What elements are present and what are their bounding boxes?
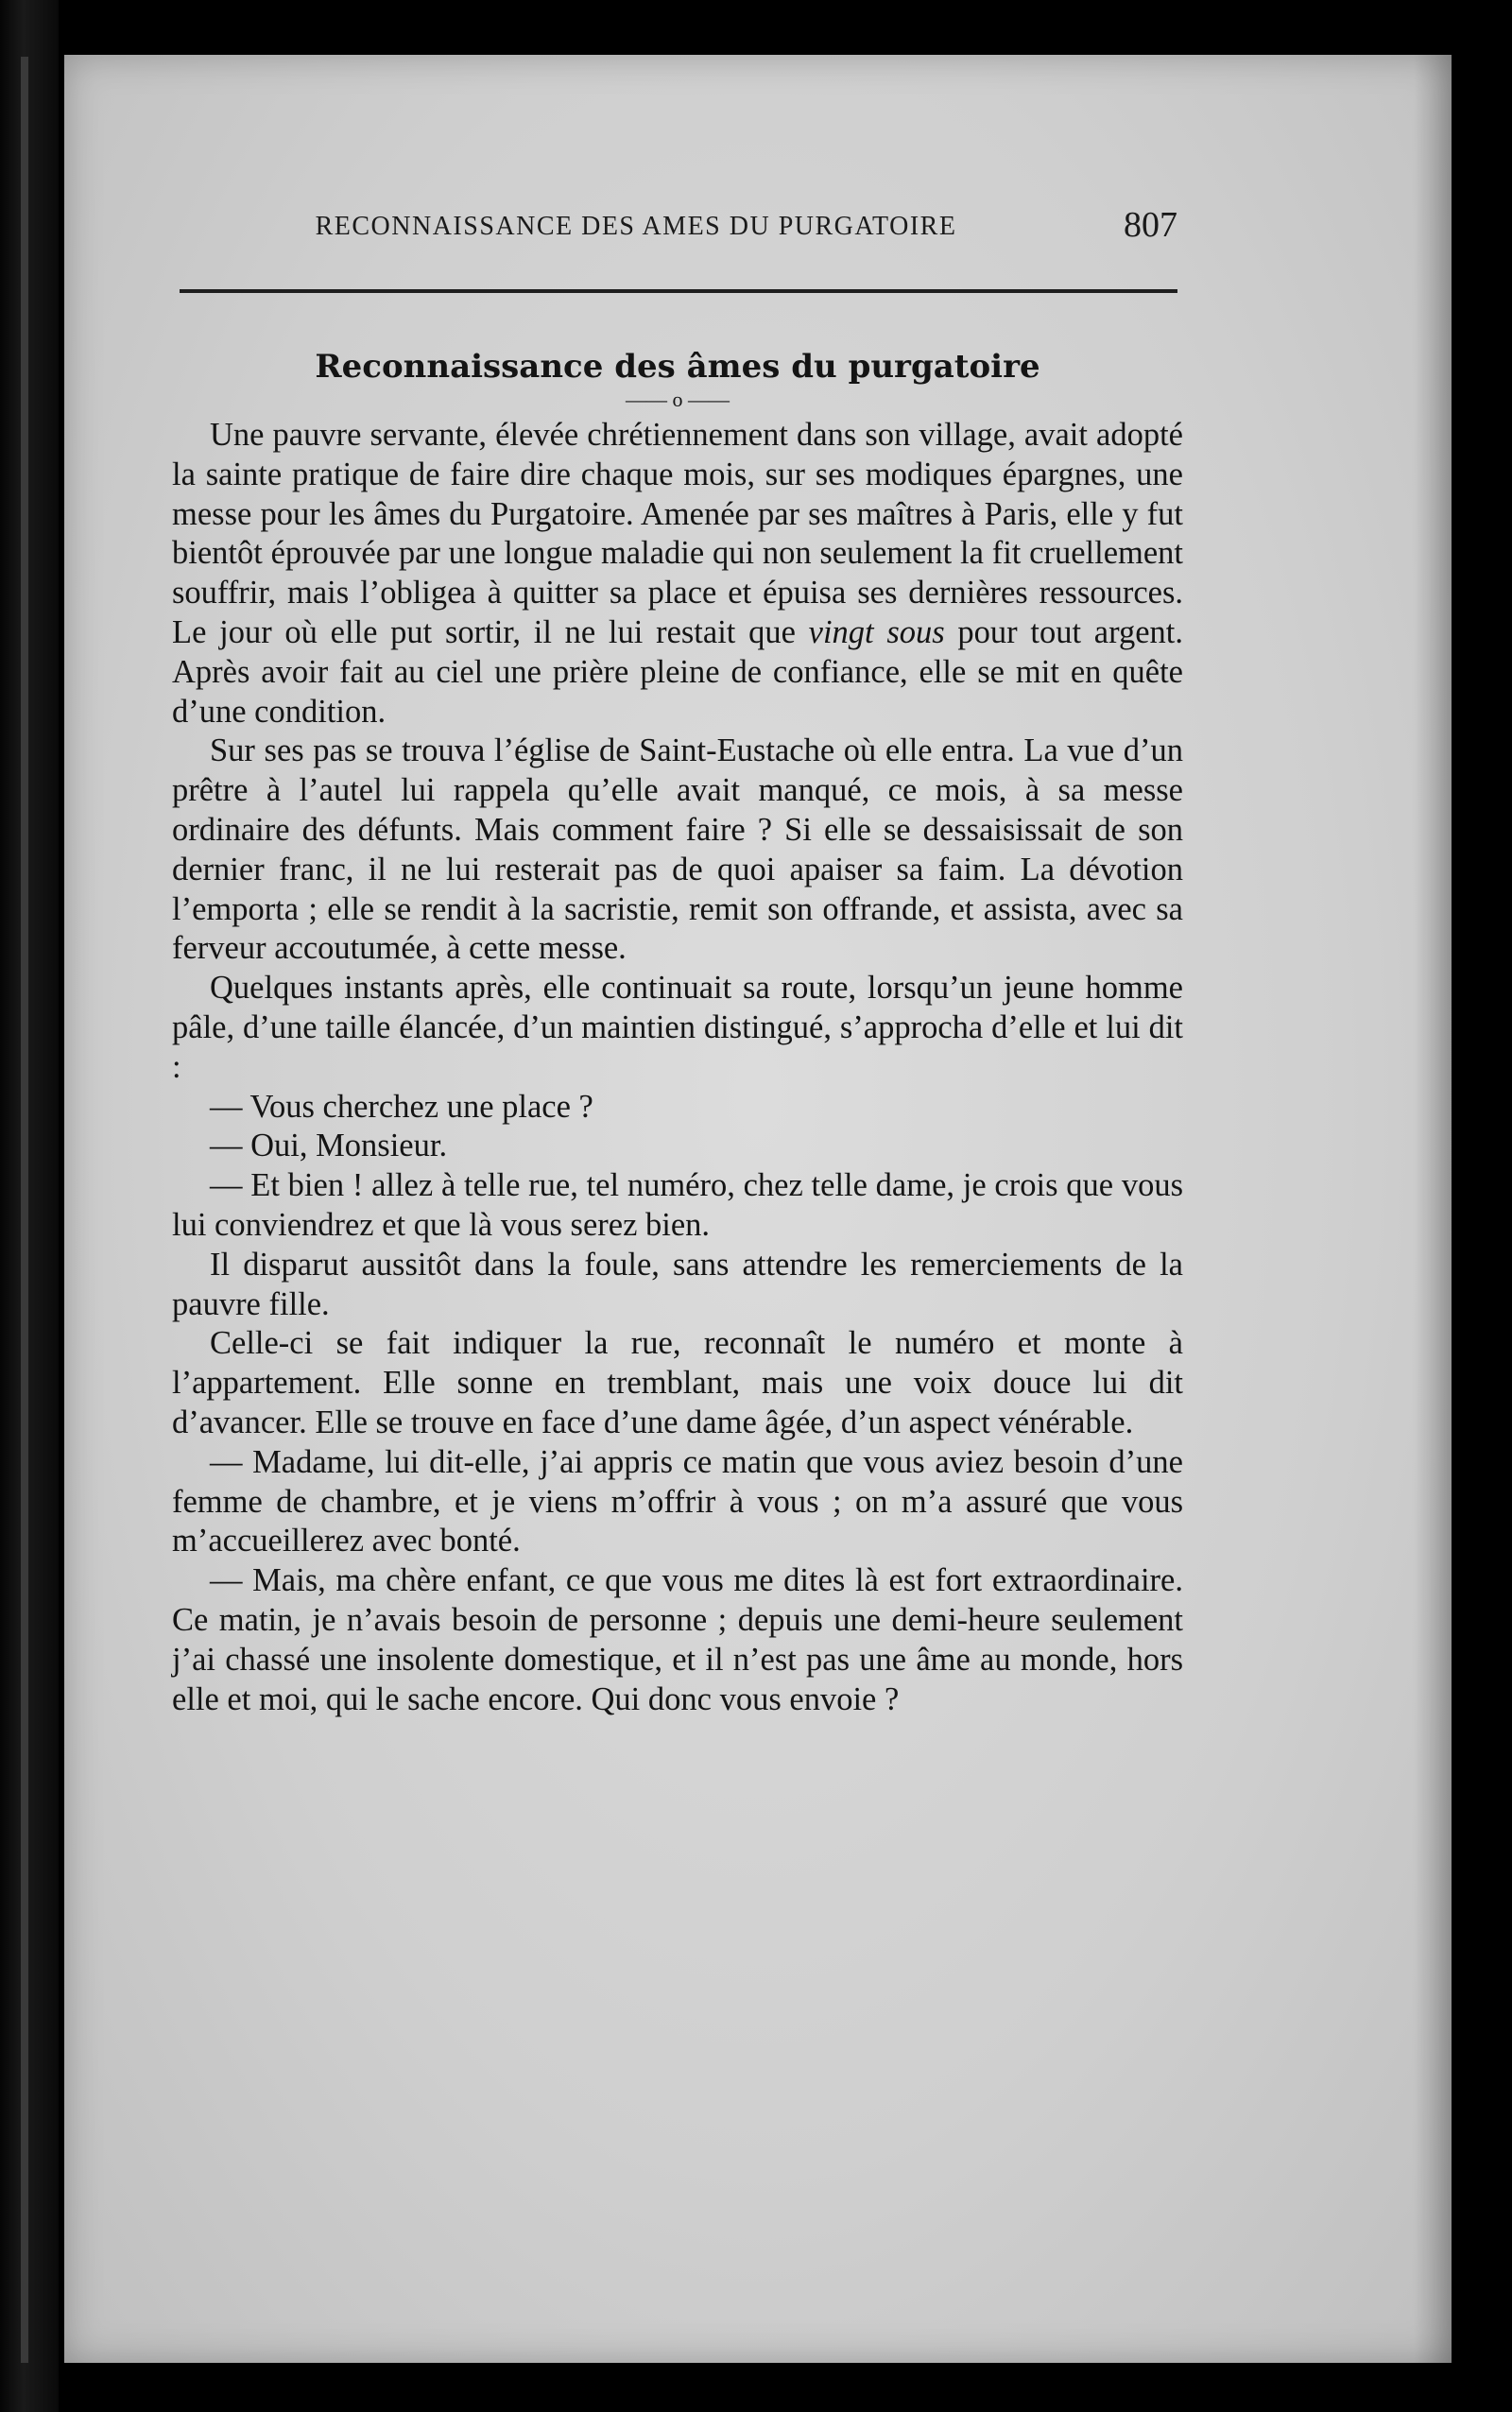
running-title: RECONNAISSANCE DES AMES DU PURGATOIRE	[315, 212, 957, 241]
paragraph: Sur ses pas se trouva l’église de Saint-Eustache où elle entra. La vue d’un prêtre à l’autel lui rappela qu’elle avait manqué, ce mois, à sa messe ordinaire des défunts. Mais comment faire ? Si elle se dessaisissait de son dernier franc, il ne lui resterait pas de quoi apaiser sa faim. La dévotion l’emporta ; elle se rendit à la sacristie, remit son offrande, et assista, avec sa ferveur accoutumée, à cette messe.	[172, 732, 1183, 967]
italic-text: vingt sous	[808, 613, 945, 650]
page-shadow	[1414, 55, 1452, 2363]
scan-left-border	[0, 0, 59, 2412]
running-header	[180, 198, 1177, 255]
facing-page-edge	[21, 57, 28, 2363]
article-title: Reconnaissance des âmes du purgatoire	[315, 348, 1040, 386]
dialogue-line: — Vous cherchez une place ?	[210, 1088, 593, 1125]
paragraph-text: Une pauvre servante, élevée chrétiennement dans son village, avait adopté la sainte pratique de faire dire chaque mois, sur ses modiques épargnes, une messe pour les âmes du Purgatoire. Amenée par ses maîtres à Paris, elle y fut bientôt éprouvée par une longue maladie qui non seulement la fit cruellement souffrir, mais l’obligea à quitter sa place et épuisa ses dernières ressources. Le jour où elle put sortir, il ne lui restait que	[172, 417, 1183, 650]
dialogue-line: — Et bien ! allez à telle rue, tel numéro, chez telle dame, je crois que vous lui conviendrez et que là vous serez bien.	[172, 1167, 1183, 1243]
paragraph-text: pour tout argent. Après avoir fait au ciel une prière pleine de confiance, elle se mit en quête d’une condition.	[172, 613, 1183, 730]
header-rule	[180, 289, 1177, 293]
article-body	[172, 312, 1183, 1719]
dialogue-line: — Oui, Monsieur.	[210, 1128, 448, 1164]
title-separator: —— o ——	[626, 388, 730, 411]
paragraph	[172, 416, 1183, 732]
paragraph: Celle-ci se fait indiquer la rue, reconnaît le numéro et monte à l’appartement. Elle sonne en tremblant, mais une voix douce lui dit d’avancer. Elle se trouve en face d’une dame âgée, d’un aspect vénérable.	[172, 1325, 1183, 1440]
dialogue-line: — Madame, lui dit-elle, j’ai appris ce matin que vous aviez besoin d’une femme de chambre, et je viens m’offrir à vous ; on m’a assuré que vous m’accueillerez avec bonté.	[172, 1443, 1183, 1559]
dialogue-line: — Mais, ma chère enfant, ce que vous me dites là est fort extraordinaire. Ce matin, je n’avais besoin de personne ; depuis une demi-heure seulement j’ai chassé une insolente domestique, et il n’est pas une âme au monde, hors elle et moi, qui le sache encore. Qui donc vous envoie ?	[172, 1562, 1183, 1717]
page-number: 807	[1124, 205, 1177, 245]
paragraph: Quelques instants après, elle continuait sa route, lorsqu’un jeune homme pâle, d’une taille élancée, d’un maintien distingué, s’approcha d’elle et lui dit :	[172, 970, 1183, 1085]
paragraph: Il disparut aussitôt dans la foule, sans attendre les remerciements de la pauvre fille.	[172, 1246, 1183, 1322]
